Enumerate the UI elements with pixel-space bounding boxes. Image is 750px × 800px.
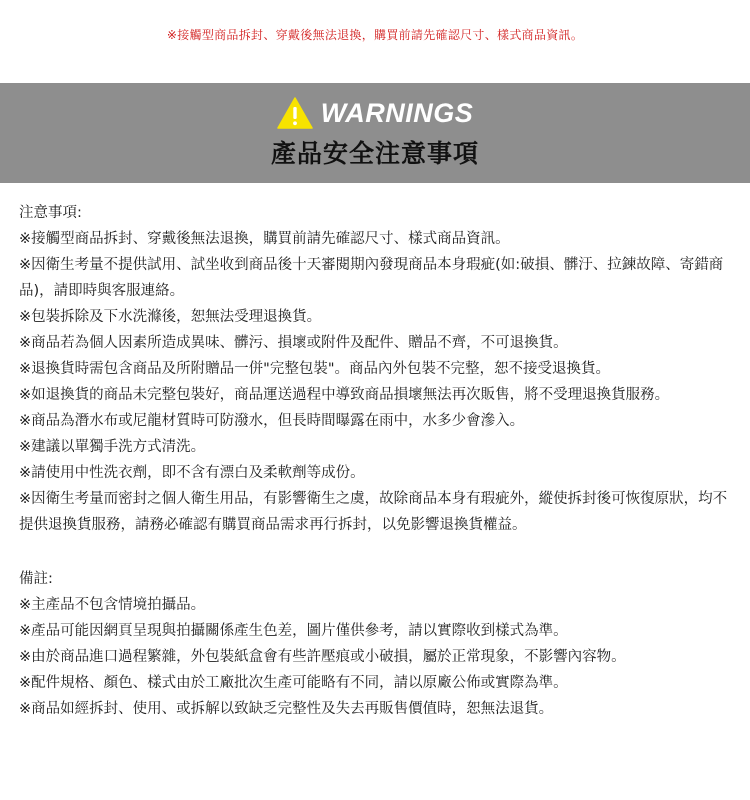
note-item: ※接觸型商品拆封、穿戴後無法退換，購買前請先確認尺寸、樣式商品資訊。: [19, 231, 510, 247]
note-item: ※請使用中性洗衣劑，即不含有漂白及柔軟劑等成份。: [19, 465, 365, 481]
remark-item: ※產品可能因網頁呈現與拍攝關係產生色差，圖片僅供參考，請以實際收到樣式為準。: [19, 623, 568, 639]
note-item: ※商品為潛水布或尼龍材質時可防潑水，但長時間曝露在雨中，水多少會滲入。: [19, 413, 525, 429]
warning-banner: [0, 83, 750, 183]
note-item: ※建議以單獨手洗方式清洗。: [19, 439, 206, 455]
top-notice: ※接觸型商品拆封、穿戴後無法退換，購買前請先確認尺寸、樣式商品資訊。: [166, 28, 584, 42]
note-item: ※因衛生考量而密封之個人衛生用品，有影響衛生之虞，故除商品本身有瑕疵外，縱使拆封後可恢復原狀，均不提供退換貨服務，請務必確認有購買商品需求再行拆封，以免影響退換貨權益。: [19, 491, 728, 533]
remarks-heading: 備註:: [19, 571, 53, 587]
note-item: ※如退換貨的商品未完整包裝好，商品運送過程中導致商品損壞無法再次販售，將不受理退換貨服務。: [19, 387, 670, 403]
content-area: [19, 200, 731, 722]
remark-item: ※商品如經拆封、使用、或拆解以致缺乏完整性及失去再販售價值時，恕無法退貨。: [19, 701, 554, 717]
banner-subtitle: 產品安全注意事項: [270, 139, 479, 168]
note-item: ※因衛生考量不提供試用、試坐收到商品後十天審閱期內發現商品本身瑕疵(如:破損、髒汙、拉鍊故障、寄錯商品)，請即時與客服連絡。: [19, 257, 724, 299]
banner-title-row: [0, 96, 750, 130]
note-item: ※退換貨時需包含商品及所附贈品一併"完整包裝"。商品內外包裝不完整，恕不接受退換貨。: [19, 361, 610, 377]
remark-item: ※主產品不包含情境拍攝品。: [19, 597, 206, 613]
section-gap: [19, 538, 731, 566]
notes-heading: 注意事項:: [19, 205, 82, 221]
note-item: ※包裝拆除及下水洗滌後，恕無法受理退換貨。: [19, 309, 322, 325]
remark-item: ※配件規格、顏色、樣式由於工廠批次生產可能略有不同，請以原廠公佈或實際為準。: [19, 675, 568, 691]
notes-list: [19, 226, 731, 538]
banner-title: WARNINGS: [320, 98, 474, 128]
note-item: ※商品若為個人因素所造成異味、髒污、損壞或附件及配件、贈品不齊，不可退換貨。: [19, 335, 568, 351]
warning-triangle-icon: [277, 97, 313, 129]
remark-item: ※由於商品進口過程繁雜，外包裝紙盒會有些許壓痕或小破損，屬於正常現象，不影響內容物。: [19, 649, 626, 665]
remarks-list: [19, 592, 731, 722]
